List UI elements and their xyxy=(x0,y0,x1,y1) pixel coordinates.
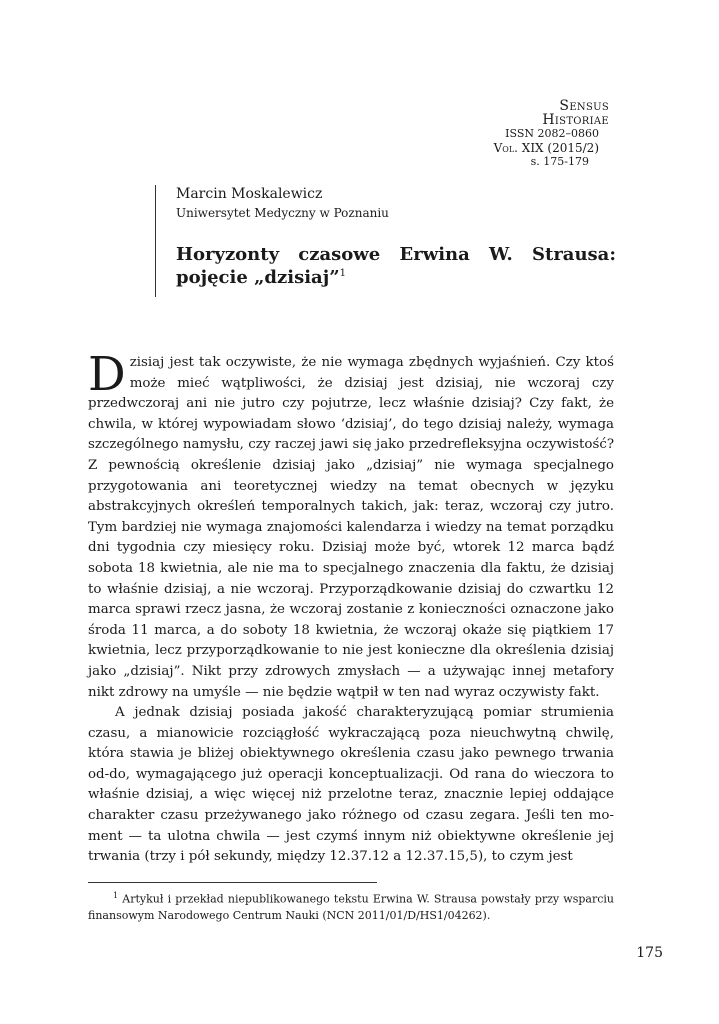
page-number: 175 xyxy=(636,945,663,961)
journal-title-line2: Historiae xyxy=(542,112,609,128)
paragraph xyxy=(88,703,614,868)
journal-volume: Vol. XIX (2015/2) xyxy=(493,141,599,155)
article-title xyxy=(176,243,616,289)
paragraph-1-text: zisiaj jest tak oczywiste, że nie wymaga zbędnych wyjaśnień. Czy ktoś może mieć wątpliwości, że dzisiaj jest dzisiaj, nie wczoraj czy przedwczoraj ani nie jutro czy pojutrze, lecz właśnie dzisiaj? Czy fakt, że chwila, w której wypowiadam słowo ‘dzisiaj’, do tego dzisiaj należy, wymaga szczególnego namysłu, czy raczej jawi się jako przedrefleksyjna oczywistość? Z pewnością określenie dzisiaj jako „dzisiaj” nie wymaga specjalnego przygotowania ani teoretycznej wiedzy na temat obecnych w języku abstrakcyjnych określeń temporalnych takich, jak: teraz, wczoraj czy jutro. Tym bardziej nie wymaga znajomości kalendarza i wiedzy na temat porządku dni tygodnia czy miesięcy roku. Dzisiaj może być, wtorek 12 marca bądź sobota 18 kwietnia, ale nie ma to specjalnego znaczenia dla faktu, że dzisiaj to właśnie dzisiaj, a nie wczoraj. Przyporządkowanie dzisiaj do czwartku 12 marca sprawi rzecz jasna, że wczoraj zostanie z konieczności oznaczone jako środa 11 marca, a do soboty 18 kwietnia, że wczoraj okaże się piątkiem 17 kwietnia, lecz przyporządkowanie to nie jest konieczne dla określenia dzisiaj jako „dzisiaj”. Nikt przy zdrowych zmysłach — a używając innej metafory nikt zdrowy na umyśle — nie będzie wątpił w ten nad wyraz oczywisty fakt. xyxy=(88,355,614,700)
article-body xyxy=(88,347,614,868)
journal-pages: s. 175-179 xyxy=(530,155,589,168)
footnote-divider xyxy=(88,882,377,883)
paragraph xyxy=(88,347,614,703)
author-affiliation: Uniwersytet Medyczny w Poznaniu xyxy=(176,206,389,220)
footnote-mark: 1 xyxy=(113,891,119,900)
journal-issn: ISSN 2082–0860 xyxy=(505,127,599,140)
journal-info xyxy=(409,99,609,169)
journal-title-line1: Sensus xyxy=(559,98,609,114)
paragraph-2-text: A jednak dzisiaj posiada jakość charakteryzującą pomiar strumienia czasu, a mianowicie rozciągłość wykraczającą poza nieuchwytną chwilę, która stawia je bliżej obiektywnego określenia czasu jako pewnego trwania od-do, wymagającego już operacji konceptualizacji. Od rana do wieczora to właśnie dzisiaj, a więc więcej niż przelotne teraz, znacznie lepiej oddające charakter czasu przeżywanego jako różnego od czasu zegara. Jeśli ten moment — ta ulotna chwila — jest czymś innym niż obiektywne określenie jej trwania (trzy i pół sekundy, między 12.37.12 a 12.37.15,5), to czym jest xyxy=(88,705,614,865)
footnote xyxy=(88,888,614,924)
footnote-text: Artykuł i przekład niepublikowanego tekstu Erwina W. Strausa powstały przy wsparciu finansowym Narodowego Centrum Nauki (NCN 2011/01/D/HS1/04262). xyxy=(88,892,614,922)
article-title-text: Horyzonty czasowe Erwina W. Strausa: pojęcie „dzisiaj” xyxy=(176,244,616,288)
author-name: Marcin Moskalewicz xyxy=(176,186,323,202)
article-header xyxy=(155,185,616,297)
title-footnote-mark[interactable]: 1 xyxy=(339,268,346,279)
drop-cap: D xyxy=(88,347,126,402)
